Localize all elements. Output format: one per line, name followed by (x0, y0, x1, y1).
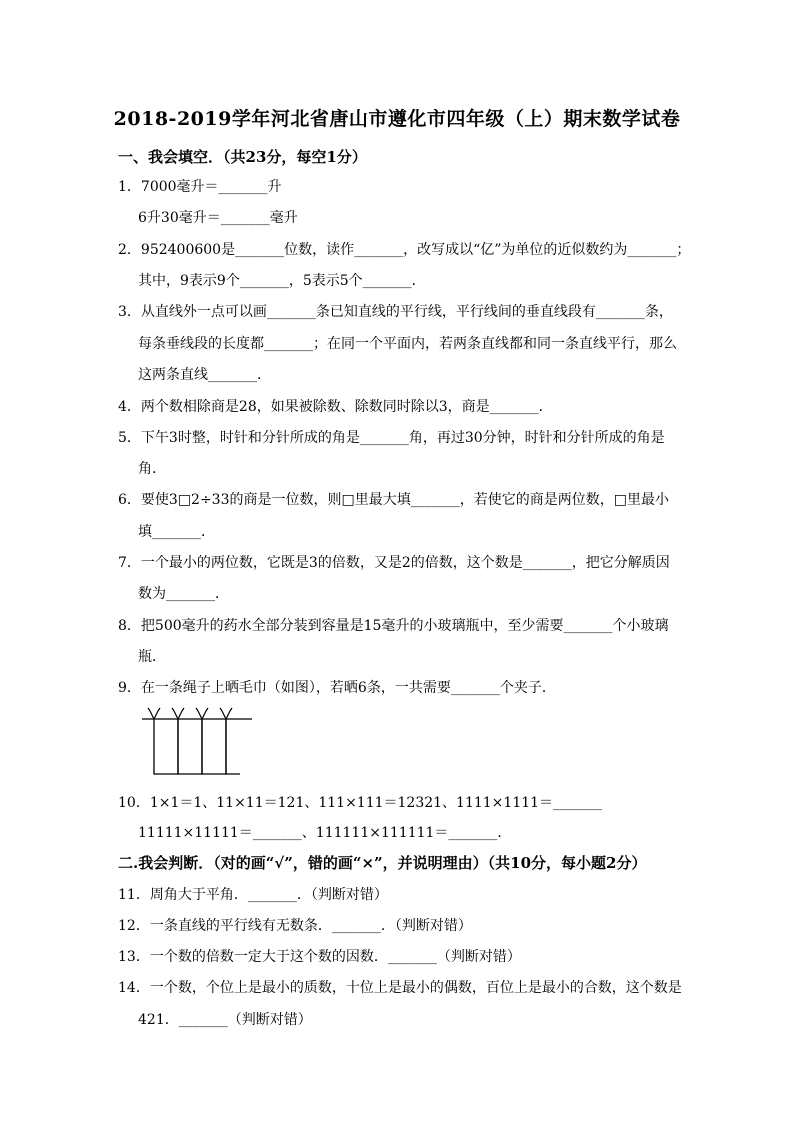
page-title: 2018-2019学年河北省唐山市遵化市四年级（上）期末数学试卷 (113, 108, 681, 130)
question-line: 12．一条直线的平行线有无数条．_______．（判断对错） (118, 918, 472, 934)
question-line: 角． (138, 461, 166, 477)
question-line: 7．一个最小的两位数，它既是3的倍数，又是2的倍数，这个数是_______，把它分解质因 (118, 555, 670, 571)
section-heading-judge: 二.我会判断．（对的画“√”，错的画“×”，并说明理由）（共10分，每小题2分） (118, 854, 647, 872)
question-line: 14．一个数，个位上是最小的质数，十位上是最小的偶数，百位上是最小的合数，这个数是 (118, 980, 682, 996)
question-line: 3．从直线外一点可以画_______条已知直线的平行线，平行线间的垂直线段有_______条， (118, 304, 673, 320)
question-line: 每条垂线段的长度都_______；在同一个平面内，若两条直线都和同一条直线平行，那么 (138, 336, 677, 352)
question-line: 其中，9表示9个_______，5表示5个_______． (138, 273, 426, 289)
question-line: 8．把500毫升的药水全部分装到容量是15毫升的小玻璃瓶中，至少需要_______个小玻璃 (118, 618, 669, 634)
question-line: 13．一个数的倍数一定大于这个数的因数．_______（判断对错） (118, 949, 521, 965)
question-line: 2．952400600是_______位数，读作_______，改写成以“亿”为单位的近似数约为_______； (118, 242, 691, 258)
question-line: 数为_______． (138, 586, 229, 602)
question-line: 11111×11111＝_______、111111×111111＝_______． (138, 825, 512, 841)
towel-clip-figure (140, 706, 255, 778)
question-line: 11．周角大于平角．_______．（判断对错） (118, 887, 388, 903)
question-line: 6升30毫升＝_______毫升 (138, 210, 298, 226)
section-heading-fill-blank: 一、我会填空．（共23分，每空1分） (118, 148, 367, 166)
question-line: 填_______． (138, 524, 215, 540)
question-line: 10．1×1＝1、11×11＝121、111×111＝12321、1111×1111＝_______ (118, 795, 603, 811)
question-line: 5．下午3时整，时针和分针所成的角是_______角，再过30分钟，时针和分针所成的角是 (118, 430, 665, 446)
question-line: 4．两个数相除商是28，如果被除数、除数同时除以3，商是_______． (118, 399, 553, 415)
question-line: 6．要使3□2÷33的商是一位数，则□里最大填_______，若使它的商是两位数，□里最小 (118, 492, 669, 508)
question-line: 421．_______（判断对错） (138, 1012, 312, 1028)
question-line: 这两条直线_______． (138, 367, 271, 383)
question-line: 1．7000毫升＝_______升 (118, 179, 282, 195)
question-line: 9．在一条绳子上晒毛巾（如图），若晒6条，一共需要_______个夹子． (118, 680, 556, 696)
question-line: 瓶． (138, 649, 166, 665)
